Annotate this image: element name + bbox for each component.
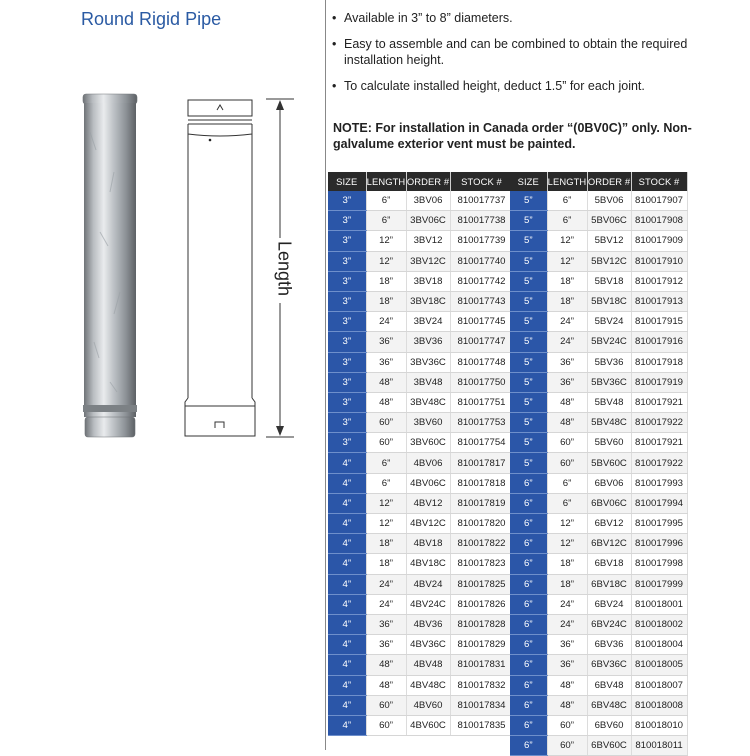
cell-stock-number: 810017743 — [450, 291, 513, 311]
cell-length: 12” — [547, 251, 587, 271]
cell-length: 24” — [547, 594, 587, 614]
table-row — [510, 433, 687, 453]
table-row — [510, 534, 687, 554]
cell-order-number: 5BV36 — [587, 352, 631, 372]
table-row — [510, 231, 687, 251]
cell-length: 60” — [366, 695, 406, 715]
cell-size: 4” — [328, 614, 366, 634]
cell-length: 36” — [366, 635, 406, 655]
feature-item: • Easy to assemble and can be combined to obtain the required installation height. — [332, 36, 692, 68]
cell-size: 4” — [328, 534, 366, 554]
cell-size: 5” — [510, 413, 547, 433]
cell-stock-number: 810017739 — [450, 231, 513, 251]
cell-size: 4” — [328, 594, 366, 614]
cell-stock-number: 810017999 — [631, 574, 687, 594]
cell-order-number: 4BV36 — [406, 614, 450, 634]
cell-order-number: 5BV24C — [587, 332, 631, 352]
cell-size: 6” — [510, 574, 547, 594]
cell-stock-number: 810017753 — [450, 413, 513, 433]
cell-stock-number: 810017832 — [450, 675, 513, 695]
cell-stock-number: 810017754 — [450, 433, 513, 453]
cell-length: 24” — [547, 312, 587, 332]
cell-size: 3” — [328, 352, 366, 372]
cell-stock-number: 810018007 — [631, 675, 687, 695]
cell-stock-number: 810017912 — [631, 271, 687, 291]
canada-note: NOTE: For installation in Canada order “(0BV0C)” only. Non-galvalume exterior vent must be painted. — [333, 121, 692, 151]
cell-size: 3” — [328, 251, 366, 271]
cell-size: 6” — [510, 736, 547, 756]
cell-size: 3” — [328, 413, 366, 433]
cell-order-number: 6BV18C — [587, 574, 631, 594]
cell-stock-number: 810017825 — [450, 574, 513, 594]
cell-size: 4” — [328, 574, 366, 594]
header-length: LENGTH — [366, 172, 406, 191]
cell-size: 6” — [510, 594, 547, 614]
table-row — [328, 473, 513, 493]
cell-length: 36” — [547, 372, 587, 392]
cell-size: 3” — [328, 372, 366, 392]
table-row — [510, 635, 687, 655]
cell-stock-number: 810017835 — [450, 715, 513, 735]
cell-stock-number: 810017823 — [450, 554, 513, 574]
table-row — [510, 271, 687, 291]
table-row — [328, 715, 513, 735]
cell-size: 6” — [510, 514, 547, 534]
cell-size: 4” — [328, 473, 366, 493]
cell-length: 6” — [366, 191, 406, 211]
table-row — [328, 271, 513, 291]
column-divider — [325, 0, 326, 750]
table-row — [328, 554, 513, 574]
cell-stock-number: 810017918 — [631, 352, 687, 372]
table-row — [328, 352, 513, 372]
cell-order-number: 3BV60 — [406, 413, 450, 433]
cell-length: 48” — [547, 695, 587, 715]
cell-length: 36” — [547, 655, 587, 675]
table-row — [328, 211, 513, 231]
cell-length: 18” — [547, 574, 587, 594]
cell-stock-number: 810017995 — [631, 514, 687, 534]
header-size: SIZE — [328, 172, 366, 191]
cell-order-number: 5BV12C — [587, 251, 631, 271]
cell-length: 6” — [547, 191, 587, 211]
cell-size: 5” — [510, 211, 547, 231]
cell-order-number: 4BV60 — [406, 695, 450, 715]
cell-length: 36” — [366, 332, 406, 352]
cell-order-number: 4BV12 — [406, 493, 450, 513]
table-row — [328, 291, 513, 311]
cell-stock-number: 810017740 — [450, 251, 513, 271]
cell-size: 5” — [510, 392, 547, 412]
cell-stock-number: 810017748 — [450, 352, 513, 372]
cell-stock-number: 810017826 — [450, 594, 513, 614]
cell-stock-number: 810017922 — [631, 453, 687, 473]
cell-order-number: 6BV06C — [587, 493, 631, 513]
table-row — [328, 493, 513, 513]
cell-size: 3” — [328, 211, 366, 231]
cell-stock-number: 810017751 — [450, 392, 513, 412]
cell-size: 3” — [328, 392, 366, 412]
cell-stock-number: 810017916 — [631, 332, 687, 352]
cell-order-number: 4BV48C — [406, 675, 450, 695]
cell-size: 3” — [328, 271, 366, 291]
table-row — [328, 453, 513, 473]
cell-size: 6” — [510, 493, 547, 513]
feature-item: • Available in 3” to 8” diameters. — [332, 10, 692, 26]
cell-stock-number: 810017820 — [450, 514, 513, 534]
cell-stock-number: 810017818 — [450, 473, 513, 493]
cell-length: 36” — [366, 352, 406, 372]
table-row — [510, 514, 687, 534]
cell-size: 5” — [510, 251, 547, 271]
table-row — [510, 655, 687, 675]
table-row — [510, 715, 687, 735]
cell-order-number: 5BV06 — [587, 191, 631, 211]
cell-order-number: 3BV24 — [406, 312, 450, 332]
cell-order-number: 6BV24 — [587, 594, 631, 614]
cell-stock-number: 810017750 — [450, 372, 513, 392]
cell-length: 12” — [547, 514, 587, 534]
cell-order-number: 6BV36 — [587, 635, 631, 655]
cell-stock-number: 810017822 — [450, 534, 513, 554]
cell-order-number: 6BV18 — [587, 554, 631, 574]
cell-length: 18” — [547, 554, 587, 574]
cell-length: 6” — [547, 473, 587, 493]
cell-stock-number: 810017831 — [450, 655, 513, 675]
cell-size: 4” — [328, 655, 366, 675]
cell-stock-number: 810017998 — [631, 554, 687, 574]
cell-order-number: 4BV36C — [406, 635, 450, 655]
table-row — [328, 594, 513, 614]
cell-length: 60” — [547, 715, 587, 735]
cell-size: 4” — [328, 453, 366, 473]
cell-length: 24” — [366, 574, 406, 594]
cell-size: 6” — [510, 554, 547, 574]
table-row — [328, 392, 513, 412]
cell-size: 6” — [510, 473, 547, 493]
pipe-line-drawing — [184, 98, 256, 438]
pipe-table-right — [510, 172, 688, 756]
table-row — [328, 372, 513, 392]
cell-length: 18” — [366, 271, 406, 291]
feature-list — [332, 10, 692, 104]
cell-size: 5” — [510, 291, 547, 311]
cell-length: 48” — [366, 675, 406, 695]
cell-stock-number: 810018001 — [631, 594, 687, 614]
cell-size: 6” — [510, 614, 547, 634]
cell-size: 5” — [510, 231, 547, 251]
cell-order-number: 3BV48C — [406, 392, 450, 412]
cell-length: 24” — [547, 332, 587, 352]
cell-order-number: 5BV06C — [587, 211, 631, 231]
cell-size: 5” — [510, 352, 547, 372]
cell-length: 36” — [366, 614, 406, 634]
cell-length: 12” — [366, 231, 406, 251]
cell-stock-number: 810017828 — [450, 614, 513, 634]
cell-length: 18” — [547, 291, 587, 311]
cell-length: 6” — [547, 211, 587, 231]
page-title: Round Rigid Pipe — [81, 9, 222, 29]
cell-stock-number: 810017908 — [631, 211, 687, 231]
cell-order-number: 6BV12C — [587, 534, 631, 554]
table-row — [510, 574, 687, 594]
cell-size: 6” — [510, 534, 547, 554]
cell-length: 60” — [547, 453, 587, 473]
table-row — [510, 473, 687, 493]
cell-stock-number: 810017921 — [631, 392, 687, 412]
cell-order-number: 5BV60 — [587, 433, 631, 453]
cell-size: 5” — [510, 312, 547, 332]
cell-size: 4” — [328, 514, 366, 534]
cell-stock-number: 810018008 — [631, 695, 687, 715]
cell-stock-number: 810017915 — [631, 312, 687, 332]
table-row — [510, 251, 687, 271]
cell-order-number: 6BV60 — [587, 715, 631, 735]
cell-length: 18” — [366, 554, 406, 574]
cell-stock-number: 810017994 — [631, 493, 687, 513]
cell-order-number: 6BV48C — [587, 695, 631, 715]
cell-size: 6” — [510, 695, 547, 715]
cell-stock-number: 810017737 — [450, 191, 513, 211]
cell-length: 6” — [366, 453, 406, 473]
cell-length: 48” — [366, 655, 406, 675]
table-row — [510, 372, 687, 392]
cell-order-number: 4BV18 — [406, 534, 450, 554]
cell-stock-number: 810018004 — [631, 635, 687, 655]
cell-size: 5” — [510, 191, 547, 211]
cell-order-number: 3BV36C — [406, 352, 450, 372]
table-row — [510, 493, 687, 513]
table-row — [328, 514, 513, 534]
table-row — [328, 413, 513, 433]
header-order: ORDER # — [406, 172, 450, 191]
table-row — [328, 655, 513, 675]
cell-length: 12” — [547, 231, 587, 251]
cell-length: 12” — [366, 493, 406, 513]
cell-stock-number: 810017913 — [631, 291, 687, 311]
cell-order-number: 5BV48C — [587, 413, 631, 433]
table-header-row — [510, 172, 687, 191]
cell-size: 3” — [328, 291, 366, 311]
cell-size: 3” — [328, 433, 366, 453]
cell-length: 60” — [366, 433, 406, 453]
cell-stock-number: 810017817 — [450, 453, 513, 473]
cell-size: 5” — [510, 271, 547, 291]
cell-length: 6” — [366, 211, 406, 231]
cell-order-number: 5BV24 — [587, 312, 631, 332]
table-row — [510, 675, 687, 695]
cell-order-number: 6BV60C — [587, 736, 631, 756]
cell-order-number: 4BV18C — [406, 554, 450, 574]
cell-order-number: 4BV12C — [406, 514, 450, 534]
table-row — [510, 352, 687, 372]
cell-stock-number: 810017819 — [450, 493, 513, 513]
table-row — [510, 554, 687, 574]
cell-order-number: 3BV06C — [406, 211, 450, 231]
table-row — [328, 191, 513, 211]
cell-size: 4” — [328, 675, 366, 695]
cell-length: 48” — [547, 675, 587, 695]
cell-size: 4” — [328, 635, 366, 655]
length-label: Length — [274, 240, 295, 297]
cell-length: 48” — [366, 372, 406, 392]
cell-order-number: 3BV60C — [406, 433, 450, 453]
cell-length: 18” — [366, 291, 406, 311]
header-stock: STOCK # — [631, 172, 687, 191]
cell-order-number: 3BV12C — [406, 251, 450, 271]
header-length: LENGTH — [547, 172, 587, 191]
cell-size: 3” — [328, 231, 366, 251]
table-row — [328, 695, 513, 715]
cell-stock-number: 810017829 — [450, 635, 513, 655]
table-row — [510, 312, 687, 332]
cell-stock-number: 810017747 — [450, 332, 513, 352]
cell-order-number: 4BV06 — [406, 453, 450, 473]
cell-order-number: 6BV06 — [587, 473, 631, 493]
cell-length: 12” — [366, 514, 406, 534]
cell-length: 48” — [547, 392, 587, 412]
table-body-right — [510, 191, 687, 756]
cell-order-number: 6BV12 — [587, 514, 631, 534]
table-row — [510, 453, 687, 473]
cell-stock-number: 810017742 — [450, 271, 513, 291]
cell-length: 24” — [366, 594, 406, 614]
cell-size: 4” — [328, 554, 366, 574]
cell-order-number: 5BV18 — [587, 271, 631, 291]
cell-length: 24” — [366, 312, 406, 332]
cell-order-number: 4BV06C — [406, 473, 450, 493]
cell-stock-number: 810018005 — [631, 655, 687, 675]
table-row — [510, 291, 687, 311]
cell-length: 18” — [547, 271, 587, 291]
cell-order-number: 6BV24C — [587, 614, 631, 634]
cell-order-number: 3BV36 — [406, 332, 450, 352]
cell-length: 6” — [547, 493, 587, 513]
cell-length: 12” — [366, 251, 406, 271]
table-row — [328, 574, 513, 594]
cell-size: 3” — [328, 191, 366, 211]
cell-stock-number: 810018011 — [631, 736, 687, 756]
cell-length: 48” — [547, 413, 587, 433]
table-row — [510, 413, 687, 433]
table-row — [328, 433, 513, 453]
table-row — [510, 614, 687, 634]
cell-order-number: 3BV18 — [406, 271, 450, 291]
table-row — [510, 211, 687, 231]
cell-stock-number: 810017909 — [631, 231, 687, 251]
table-row — [328, 251, 513, 271]
cell-order-number: 3BV48 — [406, 372, 450, 392]
cell-length: 36” — [547, 635, 587, 655]
table-row — [328, 635, 513, 655]
cell-size: 5” — [510, 453, 547, 473]
table-row — [510, 594, 687, 614]
cell-order-number: 4BV48 — [406, 655, 450, 675]
cell-length: 60” — [547, 736, 587, 756]
cell-size: 5” — [510, 372, 547, 392]
table-row — [510, 695, 687, 715]
pipe-table-left — [328, 172, 514, 736]
cell-stock-number: 810018010 — [631, 715, 687, 735]
cell-size: 5” — [510, 433, 547, 453]
table-row — [328, 332, 513, 352]
feature-item: • To calculate installed height, deduct 1.5” for each joint. — [332, 78, 692, 94]
cell-order-number: 5BV12 — [587, 231, 631, 251]
cell-size: 6” — [510, 715, 547, 735]
cell-length: 60” — [366, 715, 406, 735]
table-row — [510, 191, 687, 211]
cell-size: 5” — [510, 332, 547, 352]
table-row — [328, 614, 513, 634]
cell-length: 36” — [547, 352, 587, 372]
table-row — [510, 392, 687, 412]
table-row — [510, 736, 687, 756]
cell-stock-number: 810017993 — [631, 473, 687, 493]
header-size: SIZE — [510, 172, 547, 191]
cell-order-number: 5BV48 — [587, 392, 631, 412]
cell-order-number: 4BV60C — [406, 715, 450, 735]
table-row — [328, 675, 513, 695]
cell-order-number: 3BV18C — [406, 291, 450, 311]
cell-order-number: 5BV60C — [587, 453, 631, 473]
cell-size: 6” — [510, 635, 547, 655]
table-row — [328, 231, 513, 251]
cell-stock-number: 810017738 — [450, 211, 513, 231]
cell-size: 3” — [328, 312, 366, 332]
cell-length: 24” — [547, 614, 587, 634]
cell-length: 48” — [366, 392, 406, 412]
cell-size: 6” — [510, 655, 547, 675]
cell-order-number: 6BV48 — [587, 675, 631, 695]
cell-stock-number: 810017907 — [631, 191, 687, 211]
cell-stock-number: 810018002 — [631, 614, 687, 634]
cell-stock-number: 810017745 — [450, 312, 513, 332]
cell-size: 4” — [328, 493, 366, 513]
cell-length: 60” — [366, 413, 406, 433]
table-row — [328, 534, 513, 554]
cell-stock-number: 810017922 — [631, 413, 687, 433]
cell-length: 12” — [547, 534, 587, 554]
cell-size: 3” — [328, 332, 366, 352]
cell-order-number: 4BV24C — [406, 594, 450, 614]
table-header-row — [328, 172, 513, 191]
cell-order-number: 5BV18C — [587, 291, 631, 311]
cell-size: 4” — [328, 695, 366, 715]
cell-stock-number: 810017921 — [631, 433, 687, 453]
pipe-photo — [80, 92, 140, 440]
cell-length: 60” — [547, 433, 587, 453]
cell-order-number: 6BV36C — [587, 655, 631, 675]
header-stock: STOCK # — [450, 172, 513, 191]
cell-length: 18” — [366, 534, 406, 554]
cell-length: 6” — [366, 473, 406, 493]
cell-stock-number: 810017919 — [631, 372, 687, 392]
header-order: ORDER # — [587, 172, 631, 191]
cell-order-number: 3BV06 — [406, 191, 450, 211]
cell-order-number: 5BV36C — [587, 372, 631, 392]
cell-size: 4” — [328, 715, 366, 735]
cell-order-number: 4BV24 — [406, 574, 450, 594]
cell-stock-number: 810017996 — [631, 534, 687, 554]
cell-stock-number: 810017910 — [631, 251, 687, 271]
cell-stock-number: 810017834 — [450, 695, 513, 715]
table-row — [510, 332, 687, 352]
table-body-left — [328, 191, 513, 736]
table-row — [328, 312, 513, 332]
cell-order-number: 3BV12 — [406, 231, 450, 251]
cell-size: 6” — [510, 675, 547, 695]
